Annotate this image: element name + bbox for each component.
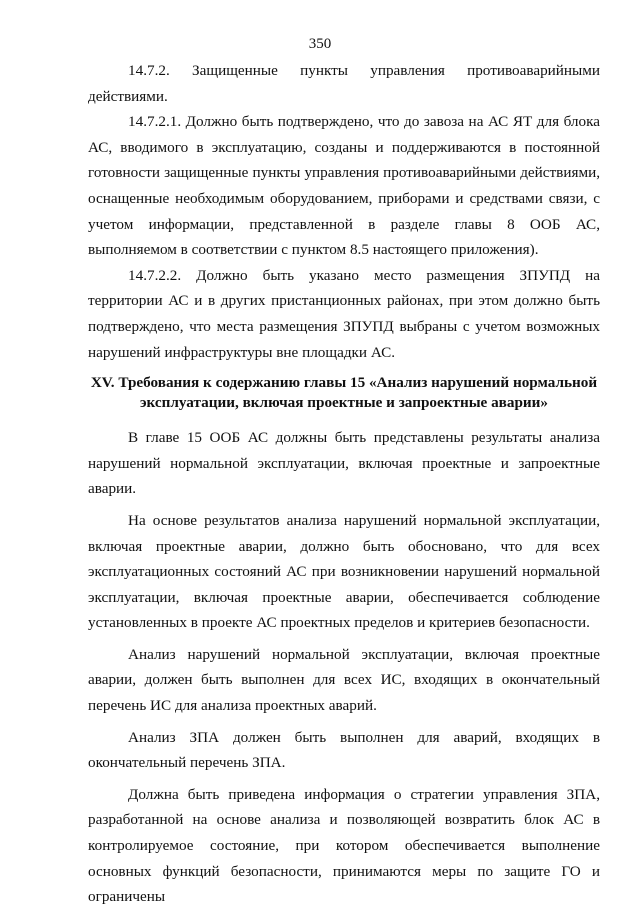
paragraph-initiating-events: Анализ нарушений нормальной эксплуатации, включая проектные аварии, должен быть выполнен для всех ИС, входящих в окончательный перечень ИС для анализа проектных аварий.	[88, 645, 600, 715]
paragraph-14-7-2-2: 14.7.2.2. Должно быть указано место размещения ЗПУПД на территории АС и в других пристанционных районах, при этом должно быть подтверждено, что места размещения ЗПУПД выбраны с учетом возможных нарушений инфраструктуры вне площадки АС.	[88, 266, 600, 361]
paragraph-management-strategy: Должна быть приведена информация о стратегии управления ЗПА, разработанной на основе анализа и позволяющей возвратить блок АС в контролируемое состояние, при котором обеспечивается выполнение основных функций безопасности, принимаются меры по защите ГО и ограничены	[88, 785, 600, 906]
paragraph-beyond-design-basis: Анализ ЗПА должен быть выполнен для аварий, входящих в окончательный перечень ЗПА.	[88, 728, 600, 772]
paragraph-chapter-15-intro: В главе 15 ООБ АС должны быть представлены результаты анализа нарушений нормальной эксплуатации, включая проектные и запроектные аварии.	[88, 429, 600, 498]
document-body	[88, 58, 600, 910]
section-heading-line-2: эксплуатации, включая проектные и запроектные аварии»	[139, 394, 549, 412]
page-number: 350	[308, 36, 332, 52]
paragraph-14-7-2: 14.7.2. Защищенные пункты управления противоаварийными действиями.	[88, 62, 600, 105]
section-heading-xv	[88, 373, 600, 413]
paragraph-design-basis-analysis: На основе результатов анализа нарушений нормальной эксплуатации, включая проектные аварии, должно быть обосновано, что для всех эксплуатационных состояний АС при возникновении нарушений нормальной эксплуатации, включая проектные аварии, обеспечивается соблюдение установленных в проекте АС проектных пределов и критериев безопасности.	[88, 511, 600, 632]
section-heading-line-1: XV. Требования к содержанию главы 15 «Анализ нарушений нормальной	[90, 374, 598, 392]
paragraph-14-7-2-1: 14.7.2.1. Должно быть подтверждено, что до завоза на АС ЯТ для блока АС, вводимого в эксплуатацию, созданы и поддерживаются в постоянной готовности защищенные пункты управления противоаварийными действиями, оснащенные необходимым оборудованием, приборами и средствами связи, с учетом информации, представленной в разделе главы 8 ООБ АС, выполняемом в соответствии с пунктом 8.5 настоящего приложения).	[88, 113, 600, 259]
